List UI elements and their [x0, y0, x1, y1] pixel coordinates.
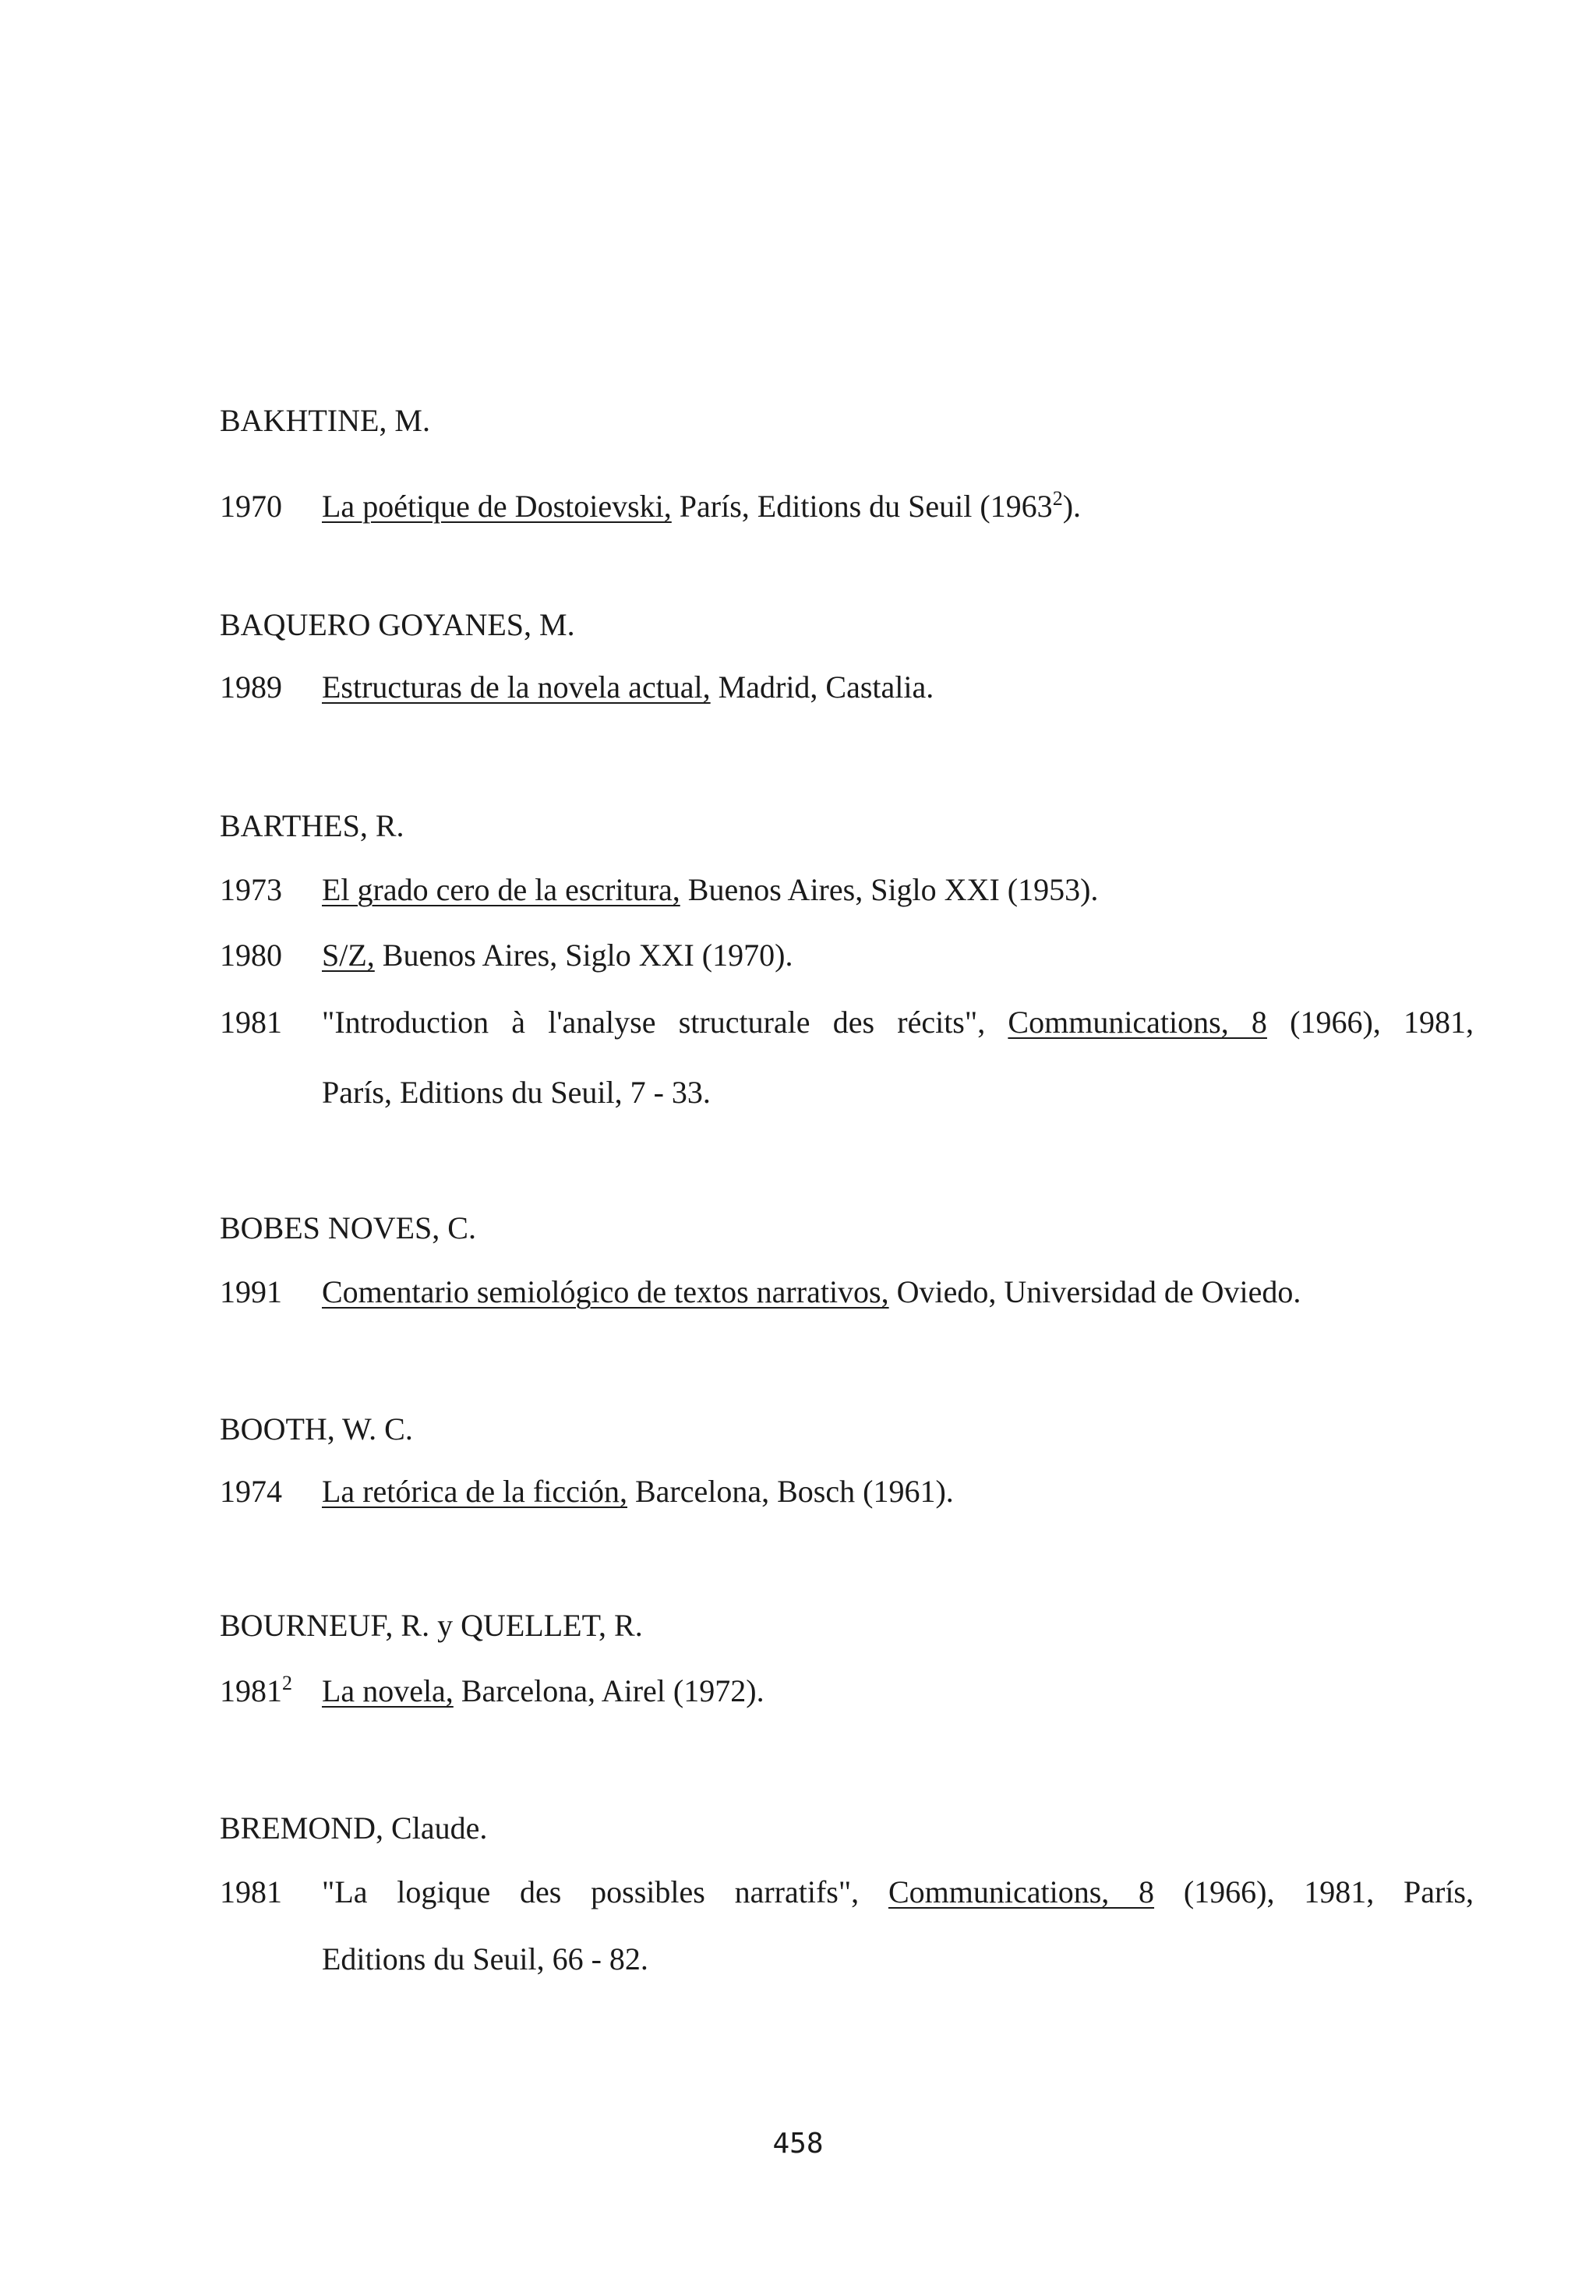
- author-heading: BREMOND, Claude.: [220, 1810, 488, 1846]
- entry-title: La retórica de la ficción,: [322, 1474, 627, 1509]
- entry-text: [322, 871, 1098, 909]
- entry-tail: ).: [1062, 489, 1082, 524]
- entry-year: 1980: [220, 938, 282, 973]
- author-heading: BAKHTINE, M.: [220, 403, 430, 438]
- author-heading: BARTHES, R.: [220, 808, 404, 843]
- edition-superscript: 2: [282, 1672, 292, 1694]
- entry-title: Comentario semiológico de textos narrativos,: [322, 1274, 889, 1309]
- entry-continuation: París, Editions du Seuil, 7 - 33.: [322, 1075, 711, 1110]
- author-heading: BOOTH, W. C.: [220, 1411, 413, 1446]
- entry-rest: (1966), 1981, París,: [1154, 1874, 1474, 1909]
- entry-year: 1974: [220, 1474, 282, 1509]
- entry-year: 1970: [220, 489, 282, 524]
- entry-year: 1991: [220, 1274, 282, 1309]
- entry-title: Communications, 8: [888, 1874, 1155, 1909]
- author-heading: BOBES NOVES, C.: [220, 1210, 476, 1245]
- entry-rest: Barcelona, Bosch (1961).: [627, 1474, 954, 1509]
- author-heading: BOURNEUF, R. y QUELLET, R.: [220, 1608, 643, 1643]
- entry-continuation: Editions du Seuil, 66 - 82.: [322, 1941, 648, 1976]
- entry-text: [322, 1473, 954, 1510]
- entry-year: 1973: [220, 872, 282, 907]
- entry-rest: Buenos Aires, Siglo XXI (1970).: [374, 938, 793, 973]
- entry-title: Estructuras de la novela actual,: [322, 669, 711, 705]
- author-heading: BAQUERO GOYANES, M.: [220, 607, 575, 642]
- entry-text: [322, 1874, 1474, 1911]
- entry-text: [322, 669, 934, 706]
- entry-title: S/Z,: [322, 938, 375, 973]
- entry-text: [322, 937, 793, 974]
- entry-rest: Barcelona, Airel (1972).: [453, 1673, 764, 1708]
- entry-title: El grado cero de la escritura,: [322, 872, 680, 907]
- entry-rest: Oviedo, Universidad de Oviedo.: [888, 1274, 1301, 1309]
- entry-title: Communications, 8: [1008, 1005, 1267, 1040]
- entry-year: 1981: [220, 1874, 282, 1909]
- entry-year: [220, 1673, 292, 1710]
- entry-year: 1989: [220, 669, 282, 705]
- entry-title: La novela,: [322, 1673, 454, 1708]
- entry-rest: París, Editions du Seuil (1963: [671, 489, 1053, 524]
- entry-pre: "Introduction à l'analyse structurale des récits",: [322, 1005, 1008, 1040]
- entry-text: [322, 1273, 1301, 1311]
- entry-pre: "La logique des possibles narratifs",: [322, 1874, 888, 1909]
- entry-text: [322, 488, 1081, 525]
- entry-text: [322, 1004, 1474, 1041]
- entry-rest: Madrid, Castalia.: [710, 669, 934, 705]
- entry-year-number: 1981: [220, 1673, 282, 1708]
- page-number: 458: [772, 2128, 824, 2160]
- entry-year: 1981: [220, 1005, 282, 1040]
- entry-text: [322, 1673, 764, 1710]
- entry-title: La poétique de Dostoievski,: [322, 489, 672, 524]
- edition-superscript: 2: [1052, 487, 1063, 510]
- entry-rest: (1966), 1981,: [1266, 1005, 1474, 1040]
- entry-rest: Buenos Aires, Siglo XXI (1953).: [680, 872, 1099, 907]
